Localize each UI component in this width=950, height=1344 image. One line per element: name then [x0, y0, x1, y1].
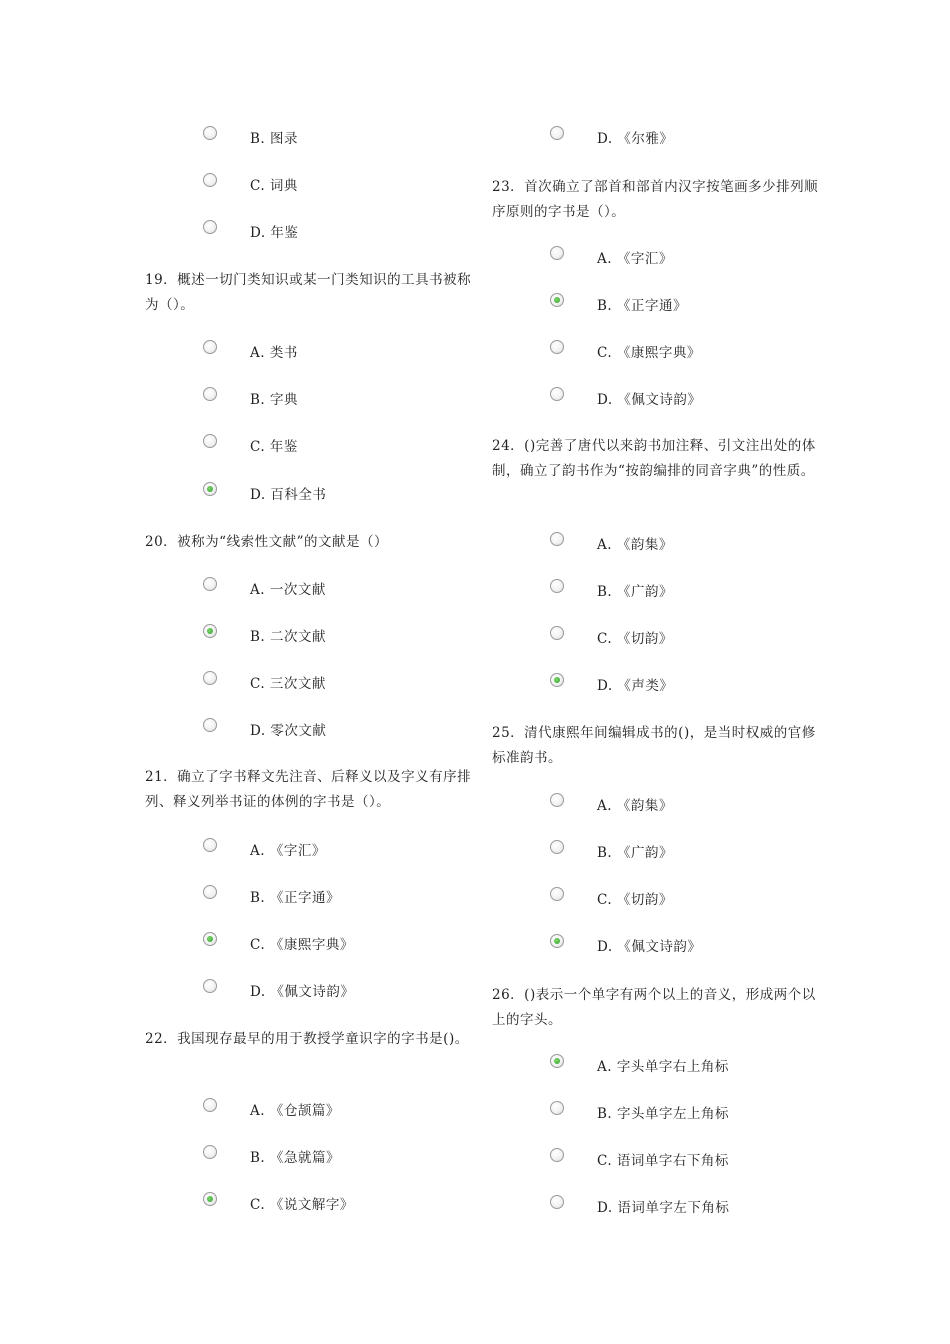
answer-option[interactable] [492, 673, 822, 703]
answer-option[interactable] [145, 932, 475, 962]
answer-option[interactable] [145, 979, 475, 1009]
answer-option[interactable] [492, 246, 822, 276]
radio-checked-icon[interactable] [203, 624, 217, 638]
radio-unchecked-icon[interactable] [203, 577, 217, 591]
radio-unchecked-icon[interactable] [203, 671, 217, 685]
answer-option[interactable] [492, 387, 822, 417]
answer-option[interactable] [145, 885, 475, 915]
answer-option[interactable] [145, 434, 475, 464]
option-label: D. 年鉴 [250, 225, 299, 241]
question-text: 23．首次确立了部首和部首内汉字按笔画多少排列顺序原则的字书是（）。 [492, 179, 819, 220]
option-label: C. 语词单字右下角标 [597, 1153, 729, 1169]
question-text: 26．()表示一个单字有两个以上的音义，形成两个以上的字头。 [492, 987, 816, 1028]
radio-unchecked-icon[interactable] [203, 173, 217, 187]
question-text: 22．我国现存最早的用于教授学童识字的字书是()。 [145, 1031, 469, 1047]
radio-checked-icon[interactable] [203, 482, 217, 496]
option-label: C. 词典 [250, 178, 298, 194]
option-label: B. 图录 [250, 131, 299, 147]
answer-option[interactable] [145, 340, 475, 370]
radio-unchecked-icon[interactable] [203, 126, 217, 140]
radio-unchecked-icon[interactable] [550, 532, 564, 546]
answer-option[interactable] [145, 1192, 475, 1222]
option-label: A. 《字汇》 [250, 843, 326, 859]
answer-option[interactable] [145, 387, 475, 417]
answer-option[interactable] [145, 838, 475, 868]
option-label: C. 《切韵》 [597, 892, 673, 908]
radio-unchecked-icon[interactable] [550, 1148, 564, 1162]
answer-option[interactable] [145, 1098, 475, 1128]
radio-checked-icon[interactable] [550, 1054, 564, 1068]
option-label: B. 字典 [250, 392, 299, 408]
answer-option[interactable] [145, 671, 475, 701]
answer-option[interactable] [492, 1148, 822, 1178]
answer-option[interactable] [492, 126, 822, 156]
answer-option[interactable] [492, 340, 822, 370]
option-label: C. 《说文解字》 [250, 1197, 354, 1213]
answer-option[interactable] [492, 1054, 822, 1084]
option-label: B. 《正字通》 [250, 890, 341, 906]
answer-option[interactable] [492, 579, 822, 609]
option-label: B. 《急就篇》 [250, 1150, 341, 1166]
option-label: C. 三次文献 [250, 676, 326, 692]
option-label: D. 《声类》 [597, 678, 674, 694]
option-label: A. 《字汇》 [597, 251, 673, 267]
option-label: C. 《康熙字典》 [250, 937, 354, 953]
option-label: A. 字头单字右上角标 [597, 1059, 729, 1075]
answer-option[interactable] [492, 626, 822, 656]
option-label: A. 一次文献 [250, 582, 326, 598]
question-text: 24．()完善了唐代以来韵书加注释、引文注出处的体制，确立了韵书作为“按韵编排的同音字典”的性质。 [492, 438, 816, 479]
radio-unchecked-icon[interactable] [550, 579, 564, 593]
answer-option[interactable] [492, 1195, 822, 1225]
option-label: A. 《韵集》 [597, 798, 673, 814]
answer-option[interactable] [492, 793, 822, 823]
option-label: B. 二次文献 [250, 629, 327, 645]
radio-checked-icon[interactable] [203, 1192, 217, 1206]
radio-checked-icon[interactable] [550, 293, 564, 307]
radio-unchecked-icon[interactable] [203, 718, 217, 732]
radio-unchecked-icon[interactable] [550, 840, 564, 854]
question-text: 25．清代康熙年间编辑成书的()，是当时权威的官修标准韵书。 [492, 725, 816, 766]
radio-checked-icon[interactable] [550, 673, 564, 687]
option-label: C. 《切韵》 [597, 631, 673, 647]
radio-unchecked-icon[interactable] [550, 626, 564, 640]
answer-option[interactable] [145, 482, 475, 512]
answer-option[interactable] [492, 532, 822, 562]
option-label: B. 《广韵》 [597, 845, 674, 861]
option-label: A. 《韵集》 [597, 537, 673, 553]
answer-option[interactable] [145, 718, 475, 748]
radio-unchecked-icon[interactable] [550, 387, 564, 401]
option-label: D. 百科全书 [250, 487, 327, 503]
option-label: D. 《佩文诗韵》 [597, 939, 702, 955]
option-label: A. 《仓颉篇》 [250, 1103, 340, 1119]
option-label: D. 《佩文诗韵》 [250, 984, 355, 1000]
option-label: A. 类书 [250, 345, 298, 361]
radio-unchecked-icon[interactable] [550, 246, 564, 260]
option-label: C. 《康熙字典》 [597, 345, 701, 361]
radio-unchecked-icon[interactable] [203, 340, 217, 354]
option-label: B. 字头单字左上角标 [597, 1106, 730, 1122]
question-text: 20．被称为“线索性文献”的文献是（） [145, 534, 388, 550]
option-label: D. 《佩文诗韵》 [597, 392, 702, 408]
option-label: B. 《正字通》 [597, 298, 688, 314]
radio-unchecked-icon[interactable] [203, 838, 217, 852]
answer-option[interactable] [145, 173, 475, 203]
option-label: C. 年鉴 [250, 439, 298, 455]
answer-option[interactable] [492, 934, 822, 964]
option-label: D. 《尔雅》 [597, 131, 674, 147]
question-text: 21．确立了字书释文先注音、后释义以及字义有序排列、释义列举书证的体例的字书是（）。 [145, 769, 472, 810]
answer-option[interactable] [492, 840, 822, 870]
option-label: B. 《广韵》 [597, 584, 674, 600]
question-text: 19．概述一切门类知识或某一门类知识的工具书被称为（）。 [145, 272, 472, 313]
radio-unchecked-icon[interactable] [203, 434, 217, 448]
answer-option[interactable] [145, 220, 475, 250]
radio-unchecked-icon[interactable] [550, 1101, 564, 1115]
option-label: D. 语词单字左下角标 [597, 1200, 730, 1216]
answer-option[interactable] [492, 1101, 822, 1131]
answer-option[interactable] [492, 293, 822, 323]
radio-checked-icon[interactable] [550, 934, 564, 948]
answer-option[interactable] [145, 1145, 475, 1175]
answer-option[interactable] [145, 126, 475, 156]
radio-unchecked-icon[interactable] [203, 885, 217, 899]
option-label: D. 零次文献 [250, 723, 327, 739]
radio-unchecked-icon[interactable] [203, 979, 217, 993]
radio-checked-icon[interactable] [203, 932, 217, 946]
answer-option[interactable] [492, 887, 822, 917]
radio-unchecked-icon[interactable] [203, 387, 217, 401]
radio-unchecked-icon[interactable] [550, 887, 564, 901]
answer-option[interactable] [145, 577, 475, 607]
answer-option[interactable] [145, 624, 475, 654]
radio-unchecked-icon[interactable] [203, 1098, 217, 1112]
radio-unchecked-icon[interactable] [203, 1145, 217, 1159]
radio-unchecked-icon[interactable] [550, 340, 564, 354]
radio-unchecked-icon[interactable] [550, 1195, 564, 1209]
radio-unchecked-icon[interactable] [203, 220, 217, 234]
radio-unchecked-icon[interactable] [550, 126, 564, 140]
radio-unchecked-icon[interactable] [550, 793, 564, 807]
